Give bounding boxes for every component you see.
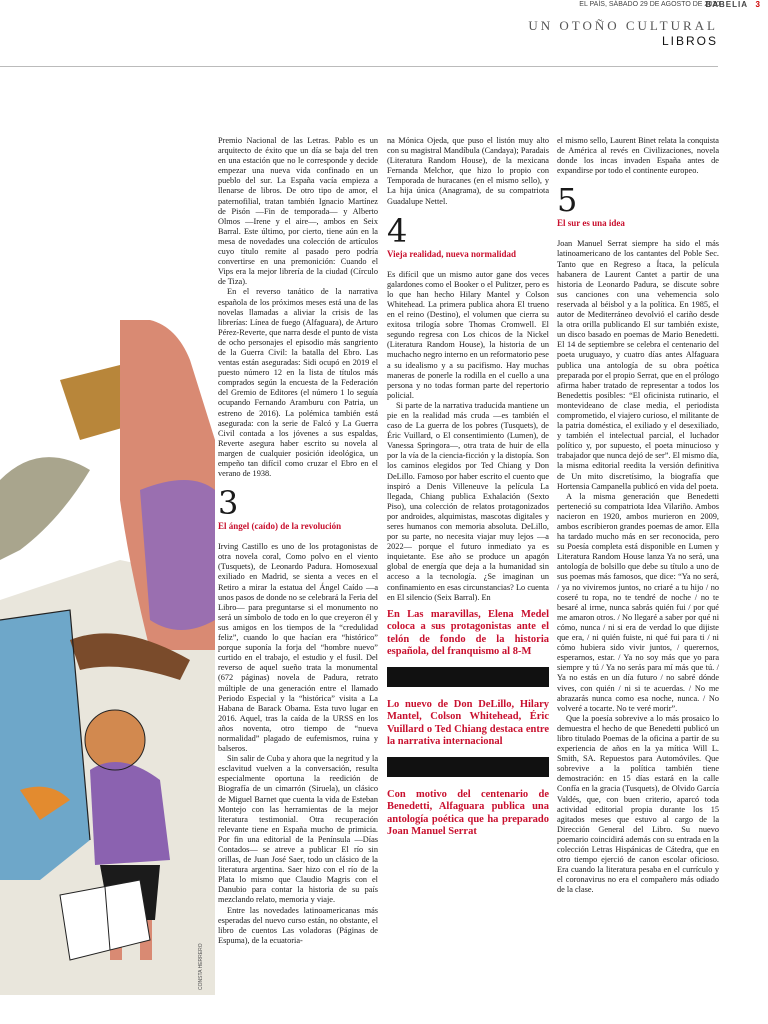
column-3: [557, 136, 719, 895]
paragraph: Joan Manuel Serrat siempre ha sido el más latinoamericano de los cantantes del Poble Sec. Tanto que en Regreso a Ítaca, la película habanera de Laurent Cantet a partir de una historia de Leonardo Padura, se discute sobre sus canciones con una vehemencia solo reservada al béisbol y a la política. En 1985, el autor de Mediterráneo devolvió el cariño desde la otra orilla publicando El sur también existe, un disco basado en poemas de Mario Benedetti. El 14 de septiembre se celebra el centenario del poeta uruguayo, y cuatro días antes Alfaguara publica una antología de su obra poética preparada por el propio Serrat, que en el prólogo afirma haber tratado de representar a todos los Benedettis posibles: “El oficinista rutinario, el montevideano de clase media, el periodista comprometido, el viajero curioso, el militante de la patria doméstica, el exiliado y el desexiliado, y también el intelectual parcial, el luchador político y, por supuesto, el poeta minucioso y trabajador que nunca dejó de ser”. El mismo día, la misma editorial reedita la versión definitiva de Un mito discretísimo, la biografía que Hortensia Campanella publicó en vida del poeta.: [557, 239, 719, 491]
section-kicker: UN OTOÑO CULTURAL: [528, 18, 718, 33]
paragraph: el mismo sello, Laurent Binet relata la conquista de América al revés en Civilizaciones, novela donde los incas invaden España antes de expandirse por todo el continente europeo.: [557, 136, 719, 176]
section-title: LIBROS: [661, 34, 718, 48]
column-2: [387, 136, 549, 839]
issue-date: EL PAÍS, SÁBADO 29 DE AGOSTO DE 2020: [579, 1, 720, 8]
running-header: [0, 0, 768, 10]
paragraph: Premio Nacional de las Letras. Pablo es un arquitecto de éxito que un día se baja del tren en una estación que no le corresponde y decide empezar una nueva vida confinado en un pueblo del sur. La España vacía empieza a llenarse de libros. De otro tipo de amor, el paternofilial, tratan también Ignacio Martínez de Pisón —Fin de temporada— y Alberto Olmos —Irene y el aire—, ambos en Seix Barral. Este último, por cierto, tiene aún en la mesa de novedades una colección de artículos cuyo título remite al pasado pero podría convertirse en una premonición: Cuando el Vips era la mejor librería de la ciudad (Círculo de Tiza).: [218, 136, 378, 287]
section-number: 3: [218, 484, 239, 523]
paragraph: Es difícil que un mismo autor gane dos veces galardones como el Booker o el Pulitzer, pero es lo que han hecho Hilary Mantel y Colson Whitehead. La primera publica ahora El trueno en el reino (Destino), el volumen que cierra su exitosa trilogía sobre Thomas Cromwell. El segundo regresa con Los chicos de la Nickel (Literatura Random House), la historia de un muchacho negro interno en un reformatorio pese a su idealismo y a su pacifismo. Hay muchas maneras de ponerle la rodilla en el cuello a una persona y no todas forman parte del repertorio policial.: [387, 269, 549, 400]
header-rule: [0, 66, 718, 67]
pull-quote: Con motivo del centenario de Benedetti, Alfaguara publica una antología poética que ha preparado Joan Manuel Serrat: [387, 788, 549, 838]
paragraph: Que la poesía sobrevive a lo más prosaico lo demuestra el hecho de que Benedetti publicó un libro titulado Poemas de la oficina a partir de su experiencia de años en la ya mítica Will L. Smith, SA. Repuestos para Automóviles. Que sobrevive a la política también tiene demostración: en 15 días estará en la calle Confía en la gracia (Tusquets), de Olvido García Valdés, que, con buen criterio, aparcó toda actividad editorial propia durante los 15 agitados meses que estuvo al cargo de la Dirección General del Libro. Su nuevo poemario coincidirá además con su entrada en la colección Letras Hispánicas de Cátedra, que en otro tiempo ejerció de canon escolar oficioso. Era cuando la literatura pesaba en el currículo y el coronavirus no era el compañero más odiado de la clase.: [557, 713, 719, 895]
supplement-name: BABELIA: [705, 0, 748, 9]
subhead: El sur es una idea: [557, 218, 625, 229]
pull-quote: En Las maravillas, Elena Medel coloca a sus protagonistas ante el telón de fondo de la historia española, del franquismo al 8-M: [387, 608, 549, 658]
paragraph: Entre las novedades latinoamericanas más esperadas del nuevo curso están, no obstante, el libro de cuentos Las voladoras (Páginas de Espuma), de la ecuatoria-: [218, 905, 378, 945]
illustration-credit: CONSTA HERRERO: [198, 943, 204, 990]
pull-quote: Lo nuevo de Don DeLillo, Hilary Mantel, Colson Whitehead, Éric Vuillard o Ted Chiang destaca entre la narrativa internacional: [387, 698, 549, 748]
section-number: 5: [557, 181, 578, 220]
illustration: [0, 320, 215, 995]
illustration-art: [0, 320, 215, 995]
paragraph: na Mónica Ojeda, que puso el listón muy alto con su magistral Mandíbula (Candaya); Paradais (Literatura Random House), de la mexicana Fernanda Melchor, que hizo lo propio con Temporada de huracanes (en el mismo sello), y La hija única (Anagrama), de su compatriota Guadalupe Nettel.: [387, 136, 549, 206]
paragraph: En el reverso tanático de la narrativa española de los próximos meses está una de las novelas llamadas a aliviar la crisis de las librerías: Línea de fuego (Alfaguara), de Arturo Pérez-Reverte, que narra desde el punto de vista de ocho personajes el episodio más sangriento de la Guerra Civil: la batalla del Ebro. Las ventas están aseguradas: Sidi ocupó en 2019 el puesto número 12 en la lista de títulos más comprados según la encuesta de la Federación del Gremio de Editores (el número 1 lo seguía ocupando Fernando Aramburu con Patria, un estreno de 2016). La polémica también está asegurada: con la serie de Falcó y La Guerra Civil contada a los jóvenes a sus espaldas, Reverte asegura haber escrito su novela al margen de cualquier posición ideológica, un empeño tan difícil como cruzar el Ebro en el verano de 1938.: [218, 287, 378, 479]
paragraph: A la misma generación que Benedetti perteneció su compatriota Idea Vilariño. Ambos nacieron en 1920, ambos murieron en 2009, ambos escribieron grandes poemas de amor. Ella ha tardado mucho más en ser reconocida, pero su Poesía completa está disponible en Lumen y Literatura Random House lanza Ya no será, una antología de bolsillo que debe su título a uno de sus poemas más famosos, que dice: “Ya no será, / ya no viviremos juntos, no criaré a tu hijo / no coseré tu ropa, no te tendré de noche / no te besaré al irme, nunca sabrás quién fui / por qué me amaron otros. / No llegaré a saber por qué ni cómo, nunca / ni si era de verdad lo que dijiste que era, / ni quién fuiste, ni qué fui para ti / ni cómo hubiera sido vivir juntos, / querernos, esperarnos, estar. / Ya no soy más que yo para siempre y tú / Ya no serás para mí más que tú. / Ya no estás en un día futuro / no sabré dónde vives, con quién / ni si te acuerdas. / No me abrazarás nunca como esa noche, nunca. / No volveré a tocarte. No te veré morir”.: [557, 491, 719, 713]
paragraph: Irving Castillo es uno de los protagonistas de otra novela coral, Como polvo en el viento (Tusquets), de Leonardo Padura. Homosexual exiliado en Madrid, se sienta a veces en el Retiro a mirar la estatua del Ángel Caído —a unos pasos de donde no se celebrará la Feria del Libro— para preguntarse si el monumento no será un símbolo de todo en lo que creyeron él y sus amigos en los tiempos de la “credulidad feliz”, cuando lo que hacían era “histórico” porque suponía la forja del “hombre nuevo” curtido en el trabajo, el estudio y el fusil. Del reverso de aquel sueño trata la monumental (672 páginas) novela de Padura, retrato múltiple de una generación entre el llamado Periodo Especial y la “histórica” visita a La Habana de Barack Obama. Esta tuvo lugar en 2016. Aquel, tras la caída de la URSS en los años noventa, otro tiempo de “nueva normalidad” plagado de eufemismos, ruina y balseros.: [218, 542, 378, 754]
section-number: 4: [387, 211, 408, 250]
paragraph: Si parte de la narrativa traducida mantiene un pie en la realidad más cruda —es también el caso de La guerra de los pobres (Tusquets), de Éric Vuillard, o El consentimiento (Lumen), de Vanessa Springora—, otra trata de huir de ella por la vía de la ciencia-ficción y la distopía. Son los caminos elegidos por Ted Chiang y Don DeLillo. Famoso por haber escrito el cuento que inspiró a Denis Villeneuve la película La llegada, Chiang publica Exhalación (Sexto Piso), una colección de relatos protagonizados por androides, alquimistas, mascotas digitales y seres humanos con memoria absoluta. DeLillo, por su parte, no necesita viajar muy lejos —a 2022— porque el futuro inmediato ya es inquietante. Ese año se produce un apagón global de energía que deja a la humanidad sin acceso a la tecnología. ¿Se imaginan un confinamiento en esas circunstancias? Lo cuenta en El silencio (Seix Barral). En: [387, 400, 549, 602]
quote-bar: [387, 667, 549, 687]
column-1: [218, 136, 378, 946]
subhead: El ángel (caído) de la revolución: [218, 521, 342, 532]
quote-bar: [387, 757, 549, 777]
paragraph: Sin salir de Cuba y ahora que la negritud y la esclavitud vuelven a la conversación, resulta especialmente oportuna la reedición de Biografía de un cimarrón (Siruela), un clásico de Miguel Barnet que cuenta la vida de Esteban Montejo con las herramientas de la mejor literatura testimonial. Otra recuperación relevante tiene en España mucho de primicia. Por fin una editorial de la Península —Días Contados— se atreve a publicar El río sin orillas, de Juan José Saer, todo un clásico de la literatura argentina. Saer hizo con el río de la Plata lo mismo que Claudio Magris con el Danubio para contar la historia de su país mezclando relato, memoria y viaje.: [218, 754, 378, 905]
subhead: Vieja realidad, nueva normalidad: [387, 248, 517, 259]
page-number: 3: [755, 0, 760, 9]
